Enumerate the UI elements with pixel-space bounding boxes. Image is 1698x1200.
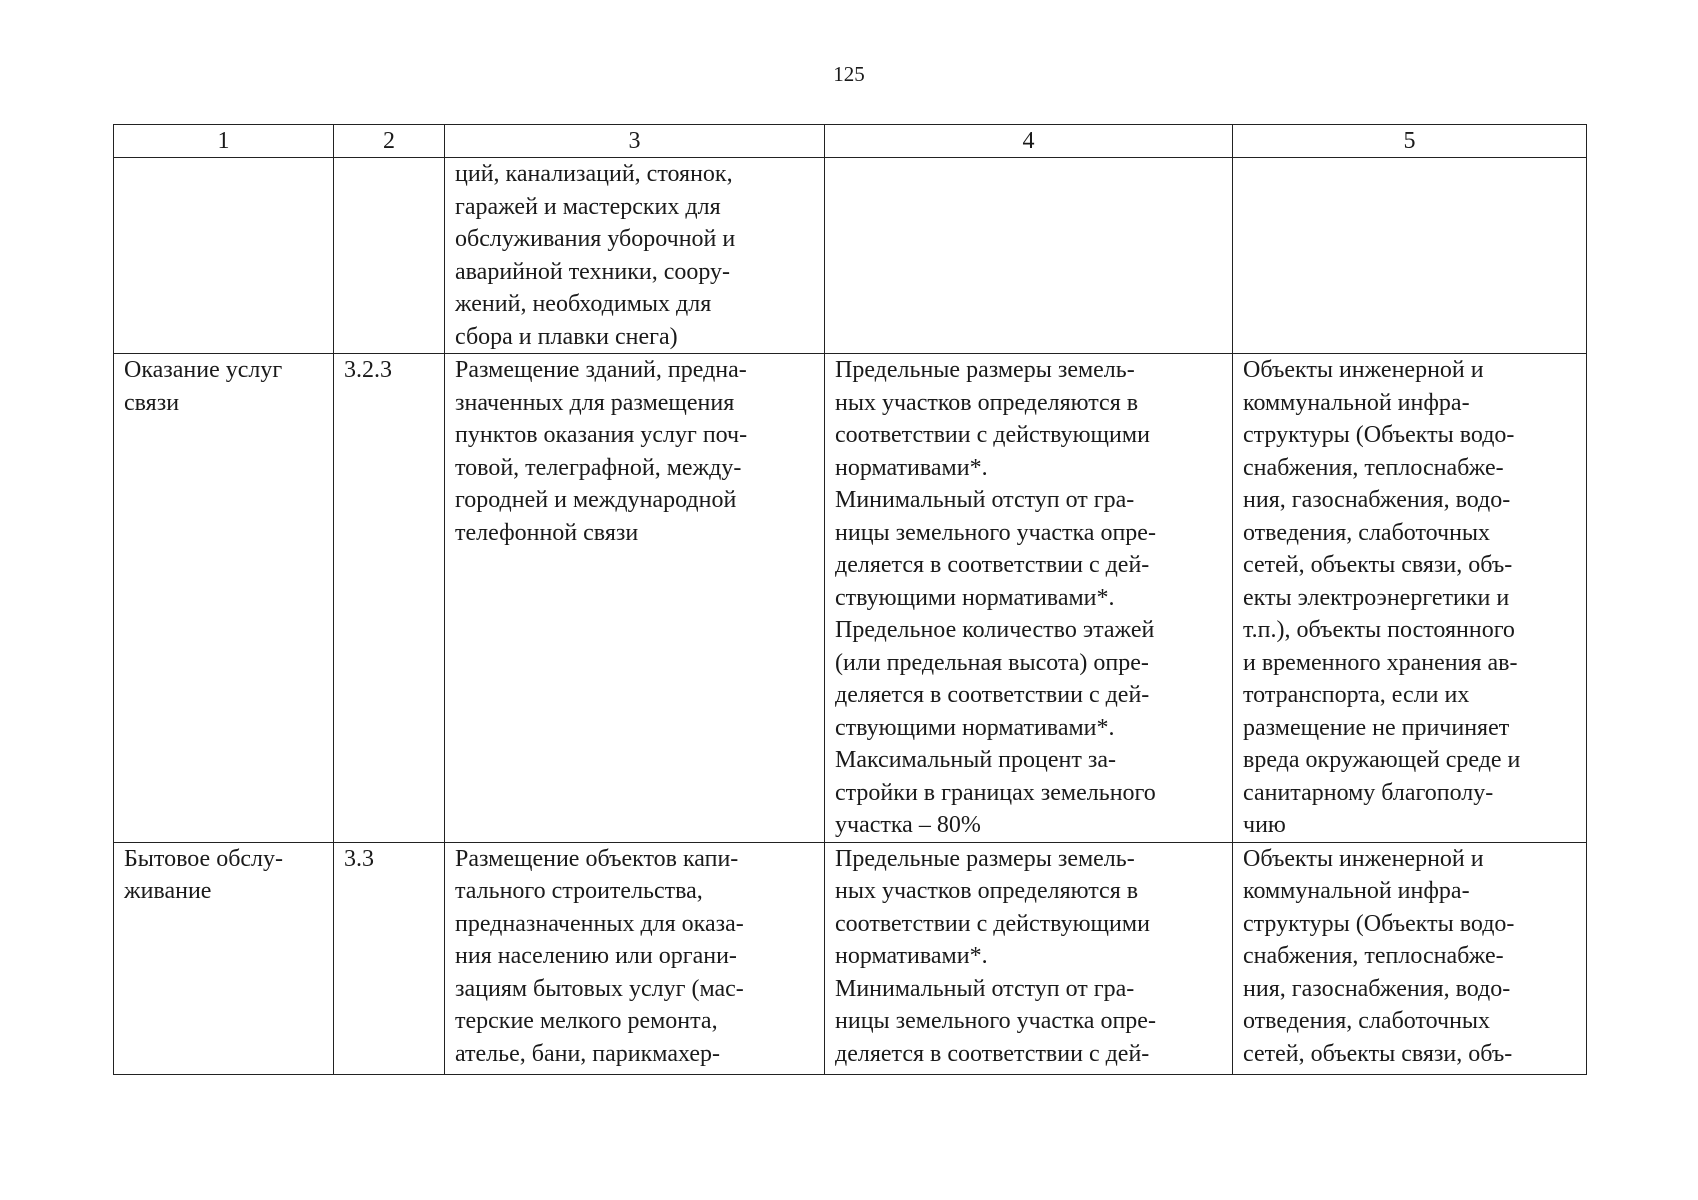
- header-row: [114, 125, 1587, 158]
- use-type-text: Бытовое обслу- живание: [124, 845, 284, 904]
- code-cell: [334, 842, 445, 1074]
- table-row: [114, 158, 1587, 354]
- use-type-cell: [114, 842, 334, 1074]
- use-type-cell: [114, 158, 334, 354]
- column-header-3: 3: [445, 125, 825, 158]
- auxiliary-uses-cell: [1233, 354, 1587, 843]
- auxiliary-uses-text: Объекты инженерной и коммунальной инфра- структуры (Объекты водо- снабжения, теплоснабже- ния, газоснабжения, водо- отведения, слаботочных сетей, объекты связи, объ- екты электроэнергетики и т.п.), объекты постоянного и временного хранения ав- тотранспорта, если их размещение не причиняет вреда окружающей среде и санитарному благополу- чию: [1243, 357, 1521, 838]
- code-cell: [334, 158, 445, 354]
- auxiliary-uses-cell: [1233, 842, 1587, 1074]
- description-text: Размещение объектов капи- тального строительства, предназначенных для оказа- ния населению или органи- зациям бытовых услуг (мас- терские мелкого ремонта, ателье, бани, парикмахер-: [455, 845, 744, 1067]
- description-text: ций, канализаций, стоянок, гаражей и мастерских для обслуживания уборочной и аварийной техники, соору- жений, необходимых для сбора и плавки снега): [455, 161, 736, 350]
- use-type-cell: [114, 354, 334, 843]
- code-text: 3.2.3: [344, 357, 392, 383]
- column-header-2: 2: [334, 125, 445, 158]
- zoning-table: [113, 124, 1587, 1075]
- description-cell: [445, 354, 825, 843]
- column-header-5: 5: [1233, 125, 1587, 158]
- column-header-4: 4: [825, 125, 1233, 158]
- description-text: Размещение зданий, предна- значенных для размещения пунктов оказания услуг поч- товой, телеграфной, между- городней и международной телефонной связи: [455, 357, 748, 546]
- page-number: 125: [833, 62, 865, 86]
- code-text: 3.3: [344, 845, 374, 872]
- table-row: [114, 842, 1587, 1074]
- parameters-text: Предельные размеры земель- ных участков определяются в соответствии с действующими нормативами*. Минимальный отступ от гра- ницы земельного участка опре- деляется в соответствии с дей-: [835, 845, 1156, 1067]
- parameters-cell: [825, 158, 1233, 354]
- parameters-cell: [825, 842, 1233, 1074]
- auxiliary-uses-cell: [1233, 158, 1587, 354]
- column-header-1: 1: [114, 125, 334, 158]
- parameters-text: Предельные размеры земель- ных участков определяются в соответствии с действующими нормативами*. Минимальный отступ от гра- ницы земельного участка опре- деляется в соответствии с дей- ствующими нормативами*. Предельное количество этажей (или предельная высота) опре- деляется в соответствии с дей- ствующими нормативами*. Максимальный процент за- стройки в границах земельного участка – 80%: [835, 357, 1156, 838]
- code-cell: [334, 354, 445, 843]
- description-cell: [445, 158, 825, 354]
- auxiliary-uses-text: Объекты инженерной и коммунальной инфра- структуры (Объекты водо- снабжения, теплоснабже- ния, газоснабжения, водо- отведения, слаботочных сетей, объекты связи, объ-: [1243, 845, 1515, 1067]
- use-type-text: Оказание услуг связи: [124, 357, 283, 416]
- parameters-cell: [825, 354, 1233, 843]
- description-cell: [445, 842, 825, 1074]
- table-row: [114, 354, 1587, 843]
